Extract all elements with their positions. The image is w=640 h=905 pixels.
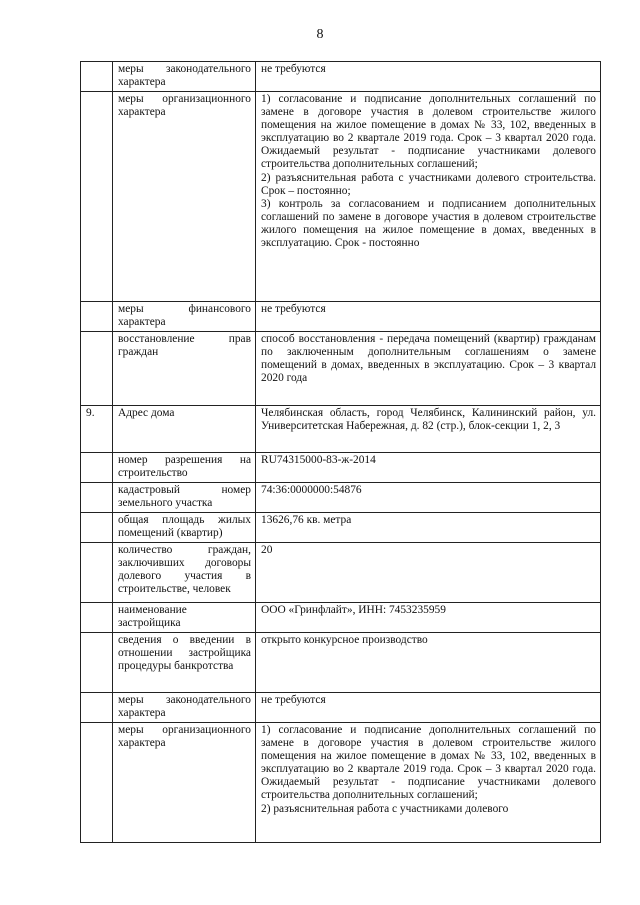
row-value (256, 513, 601, 543)
row-label: меры организационного характера (113, 723, 256, 843)
row-number (81, 332, 113, 406)
row-value (256, 693, 601, 723)
row-value (256, 723, 601, 843)
row-value (256, 543, 601, 603)
row-number (81, 62, 113, 92)
table-row (81, 483, 601, 513)
row-label: меры финансового характера (113, 302, 256, 332)
row-label: общая площадь жилых помещений (квартир) (113, 513, 256, 543)
row-label: кадастровый номер земельного участка (113, 483, 256, 513)
row-number (81, 693, 113, 723)
row-value (256, 332, 601, 406)
table-row (81, 513, 601, 543)
row-value (256, 453, 601, 483)
table-row (81, 453, 601, 483)
row-label: меры законодательного характера (113, 693, 256, 723)
row-label: сведения о введении в отношении застройщика процедуры банкротства (113, 633, 256, 693)
row-number (81, 483, 113, 513)
table-row (81, 62, 601, 92)
row-label: меры организационного характера (113, 92, 256, 302)
row-number (81, 633, 113, 693)
table-row (81, 302, 601, 332)
value-paragraph: ООО «Гринфлайт», ИНН: 7453235959 (261, 604, 446, 616)
row-value (256, 62, 601, 92)
value-paragraph: 1) согласование и подписание дополнительных соглашений по замене в договоре участия в долевом строительстве жилого помещения на жилое помещение в домах № 33, 102, введенных в эксплуатацию во 2 квартале 2019 года. Срок – 3 квартал 2020 года. Ожидаемый результат - подписание участниками долевого строительства дополнительных соглашений; (261, 724, 596, 802)
page-number: 8 (316, 27, 324, 42)
value-paragraph: не требуются (261, 303, 326, 315)
row-value (256, 92, 601, 302)
row-number (81, 723, 113, 843)
value-paragraph: 2) разъяснительная работа с участниками долевого (261, 802, 509, 815)
value-paragraph: 1) согласование и подписание дополнительных соглашений по замене в договоре участия в долевом строительстве жилого помещения на жилое помещение в домах № 33, 102, введенных в эксплуатацию во 2 квартале 2019 года. Срок – 3 квартал 2020 года. Ожидаемый результат - подписание участниками долевого строительства дополнительных соглашений; (261, 93, 596, 171)
row-number (81, 92, 113, 302)
table-row (81, 332, 601, 406)
row-value (256, 633, 601, 693)
value-paragraph: способ восстановления - передача помещений (квартир) гражданам по заключенным дополнительным соглашениям о замене помещений в домах, введенных в эксплуатацию. Срок – 3 квартал 2020 года (261, 333, 596, 385)
row-value (256, 483, 601, 513)
row-label: восстановление прав граждан (113, 332, 256, 406)
value-paragraph: 13626,76 кв. метра (261, 514, 352, 526)
value-paragraph: 74:36:0000000:54876 (261, 484, 362, 496)
row-number (81, 453, 113, 483)
table-row (81, 723, 601, 843)
value-paragraph: RU74315000-83-ж-2014 (261, 454, 376, 466)
table-row (81, 543, 601, 603)
value-paragraph: 2) разъяснительная работа с участниками долевого строительства. Срок – постоянно; (261, 171, 596, 197)
table-row (81, 603, 601, 633)
row-label: меры законодательного характера (113, 62, 256, 92)
row-label: Адрес дома (113, 406, 256, 453)
row-label: номер разрешения на строительство (113, 453, 256, 483)
value-paragraph: 20 (261, 544, 273, 556)
row-label: наименование застройщика (113, 603, 256, 633)
row-number (81, 302, 113, 332)
row-value (256, 302, 601, 332)
table-row (81, 92, 601, 302)
table-row (81, 633, 601, 693)
housing-data-table (80, 61, 601, 843)
value-paragraph: 3) контроль за согласованием и подписанием дополнительных соглашений по замене в договоре участия в долевом строительстве жилого помещения на жилое помещение в домах, введенных в эксплуатацию. Срок - постоянно (261, 197, 596, 250)
table-row (81, 693, 601, 723)
row-number (81, 543, 113, 603)
row-number (81, 513, 113, 543)
row-value (256, 406, 601, 453)
row-number: 9. (81, 406, 113, 453)
row-number (81, 603, 113, 633)
row-label: количество граждан, заключивших договоры долевого участия в строительстве, человек (113, 543, 256, 603)
value-paragraph: открыто конкурсное производство (261, 634, 428, 646)
value-paragraph: не требуются (261, 63, 326, 75)
value-paragraph: Челябинская область, город Челябинск, Калининский район, ул. Университетская Набережная, д. 82 (стр.), блок-секции 1, 2, 3 (261, 407, 596, 433)
table-row (81, 406, 601, 453)
value-paragraph: не требуются (261, 694, 326, 706)
row-value (256, 603, 601, 633)
